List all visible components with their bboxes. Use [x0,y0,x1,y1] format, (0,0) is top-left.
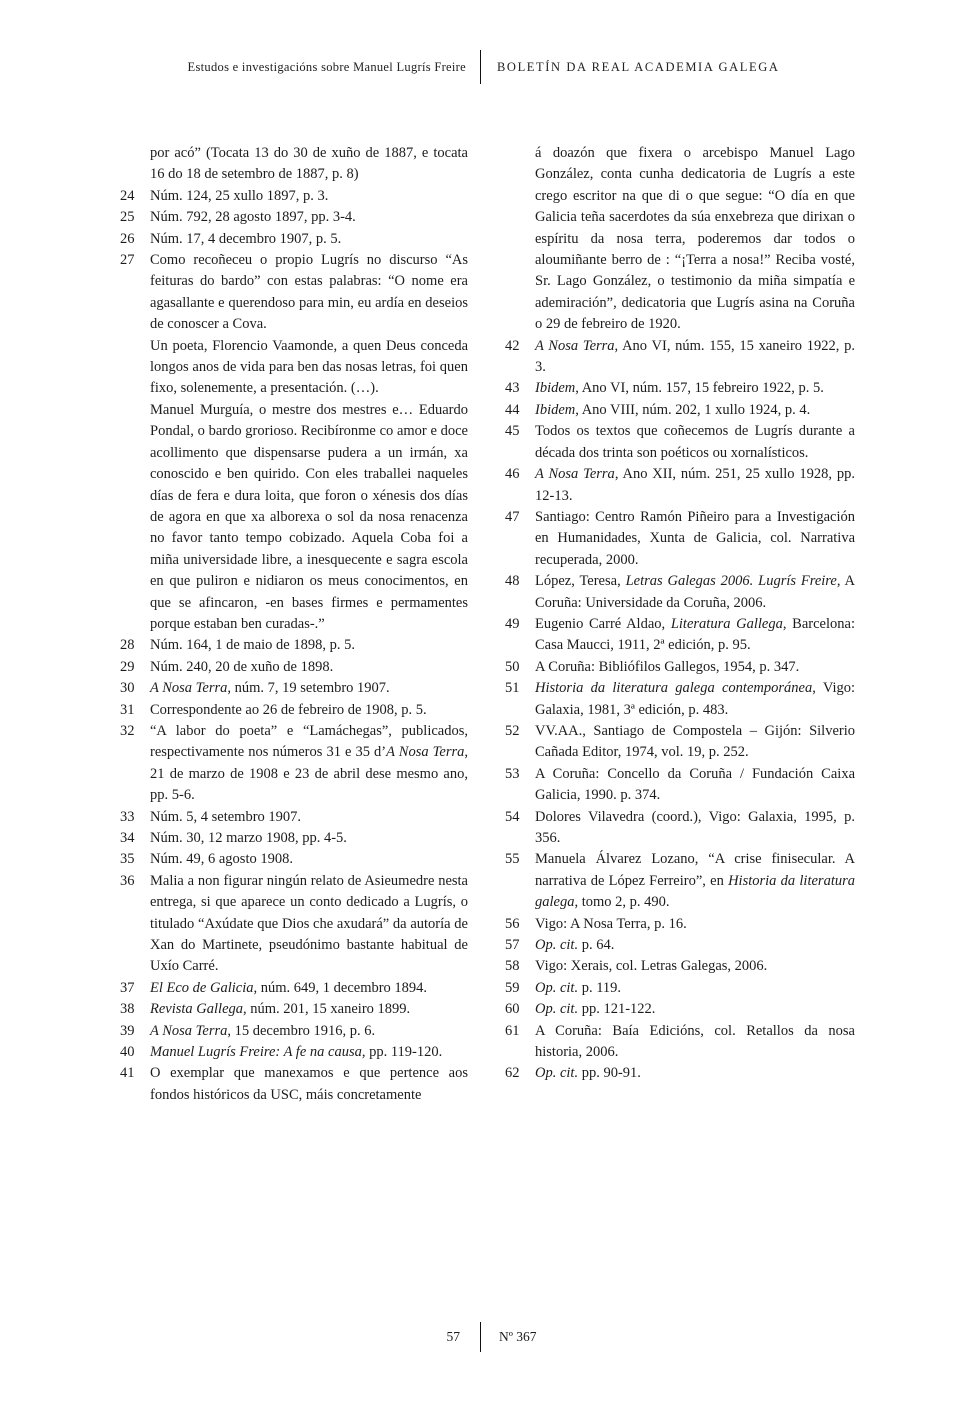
page-footer [120,1322,855,1352]
footnote-text [150,849,468,870]
footnote-text [150,828,468,849]
footnote-number: 52 [505,722,520,739]
footnote-text [535,1021,855,1064]
footnote-number: 24 [120,187,135,204]
footnote-number: 29 [120,658,135,675]
text-segment: Como recoñeceu o propio Lugrís no discurso “As feituras do bardo” con estas palabras: “O nome era agasallante e querendoso para min, eu ardía en deseios de conoscer a Cova. [150,252,468,333]
italic-text-segment: Ibidem [535,380,576,397]
footnote-number: 59 [505,979,520,996]
text-segment: Vigo: Xerais, col. Letras Galegas, 2006. [535,958,768,975]
text-segment: pp. 90-91. [578,1065,641,1082]
text-segment: López, Teresa, [535,573,626,590]
footnote-number: 51 [505,680,520,697]
text-segment: , Ano VIII, núm. 202, 1 xullo 1924, p. 4. [575,401,811,418]
text-segment: Núm. 17, 4 decembro 1907, p. 5. [150,230,342,247]
footnote-item [505,464,855,507]
footnote-item [505,849,855,913]
footnote-text [535,999,855,1020]
italic-text-segment: Historia da literatura galega contemporánea [535,680,813,697]
italic-text-segment: Manuel Lugrís Freire: A fe na causa [150,1044,362,1061]
text-segment: á doazón que fixera o arcebispo Manuel Lago González, conta cunha dedicatoria de Lugrís a este crego escritor na que di o que segue: “O día en que Galicia teña sacerdotes da súa enxebreza que dirixan o espíritu da nosa terra, poderemos dar todos o aloumiñante berro de : “¡Terra a nosa!” Reciba vosté, Sr. Lago González, o testimonio da miña simpatía e ademiración”, dedicatoria que Lugrís asina na Coruña o 29 de febreiro de 1920. [535,145,855,333]
footnote-text [535,978,855,999]
footnote-text [150,999,468,1020]
text-segment: , pp. 119-120. [361,1044,443,1061]
footnote-text [535,336,855,379]
text-segment: Todos os textos que coñecemos de Lugrís durante a década dos trinta son poéticos ou xornalísticos. [535,423,855,461]
footnote-item [120,1042,468,1063]
footnote-item [505,507,855,571]
text-segment: Núm. 30, 12 marzo 1908, pp. 4-5. [150,830,347,846]
footnote-number: 47 [505,508,520,525]
footnote-text [535,1063,855,1084]
footnote-text [535,764,855,807]
footnote-number: 37 [120,979,135,996]
text-segment: Núm. 164, 1 de maio de 1898, p. 5. [150,637,355,654]
footnote-number: 43 [505,380,520,397]
footnote-number: 45 [505,423,520,440]
notes-columns [120,143,855,1106]
footnote-text [535,400,855,421]
text-segment: Correspondente ao 26 de febreiro de 1908, p. 5. [150,701,427,718]
footnote-text [150,635,468,656]
footnote-text [535,807,855,850]
footnote-number: 38 [120,1001,135,1018]
footnote-number: 40 [120,1044,135,1061]
text-segment: Núm. 792, 28 agosto 1897, pp. 3-4. [150,209,356,226]
footnote-number: 27 [120,252,135,269]
footnote-number: 53 [505,765,520,782]
footnote-number: 28 [120,637,135,654]
footnote-item [120,186,468,207]
text-segment: , Ano VI, núm. 157, 15 febreiro 1922, p. 5. [575,380,824,397]
text-segment: Manuel Murguía, o mestre dos mestres e… Eduardo Pondal, o bardo grorioso. Recibíronme co amor e doce acollimento que dispensarse pudera a un irmán, xa conoscido e ben quirido. Con eles traballei naqueles días de fera e dura loita, que foron o xénesis dos días de agora en que xa alborexa o sol da nosa renacenza no favor tanto tempo cobizado. Aquela Coba foi a miña universidade libre, a inesquecente e sagra escola en que puliron e nidiaron os meus conocimentos, en que se afincaron, -en bases firmes e permamentes porque estaban ben curadas-.” [150,401,468,632]
italic-text-segment: A Nosa Terra [150,1022,228,1039]
footnote-text [150,1063,468,1106]
running-title-right: BOLETÍN DA REAL ACADEMIA GALEGA [497,59,780,74]
text-segment: , Vigo: Galaxia, 1981, 3ª edición, p. 483. [535,680,855,718]
footnote-number: 50 [505,658,520,675]
footnote-item [505,721,855,764]
footnote-item [505,807,855,850]
footnote-text [150,978,468,999]
italic-text-segment: A Nosa Terra [386,744,465,761]
footnote-text [535,678,855,721]
text-segment: A Coruña: Bibliófilos Gallegos, 1954, p. 347. [535,658,800,675]
footnote-item [120,807,468,828]
text-segment: , tomo 2, p. 490. [574,894,670,911]
text-segment: Núm. 49, 6 agosto 1908. [150,851,293,868]
page-number: 57 [446,1329,460,1344]
footnote-number: 62 [505,1065,520,1082]
text-segment: Manuela Álvarez Lozano, “A crise finisecular. A narrativa de López Ferreiro”, en [535,851,855,889]
italic-text-segment: Letras Galegas 2006. Lugrís Freire [625,573,837,590]
italic-text-segment: Op. cit. [535,1001,579,1018]
text-segment: Núm. 240, 20 de xuño de 1898. [150,658,334,675]
text-segment: Vigo: A Nosa Terra, p. 16. [535,915,687,932]
text-segment: Santiago: Centro Ramón Piñeiro para a Investigación en Humanidades, Xunta de Galicia, col. Narrativa recuperada, 2000. [535,508,855,568]
footnote-item [120,1063,468,1106]
issue-number: Nº 367 [499,1329,537,1344]
footnote-number: 46 [505,466,520,483]
footnote-number: 35 [120,851,135,868]
footnote-text [150,1042,468,1063]
footnote-text [150,871,468,978]
footnote-item [505,764,855,807]
footnote-item [120,229,468,250]
footnote-text [535,721,855,764]
text-segment: por acó” (Tocata 13 do 30 de xuño de 1887, e tocata 16 do 18 de setembro de 1887, p. 8) [150,145,468,183]
running-title-left: Estudos e investigacións sobre Manuel Lugrís Freire [187,59,466,74]
text-segment: A Coruña: Baía Edicións, col. Retallos da nosa historia, 2006. [535,1022,855,1061]
footnote-number: 30 [120,680,135,697]
text-segment: p. 64. [578,937,615,954]
footnote-text [535,956,855,977]
text-segment: VV.AA., Santiago de Compostela – Gijón: Silverio Cañada Editor, 1974, vol. 19, p. 252. [535,722,855,761]
footnote-number: 36 [120,872,135,889]
footnote-item [120,849,468,870]
text-segment: , 15 decembro 1916, p. 6. [227,1022,376,1039]
footnote-text [535,571,855,614]
footnote-text [535,421,855,464]
text-segment: Eugenio Carré Aldao, [535,615,671,632]
footnote-number: 58 [505,958,520,975]
footnote-number: 60 [505,1001,520,1018]
italic-text-segment: Historia da literatura galega [535,872,855,911]
text-segment: Núm. 124, 25 xullo 1897, p. 3. [150,187,329,204]
italic-text-segment: A Nosa Terra [535,466,615,483]
footnote-item [505,935,855,956]
footnote-item [505,336,855,379]
footnote-text [150,657,468,678]
continuation-paragraph [535,143,855,336]
text-segment: , A Coruña: Universidade da Coruña, 2006. [535,573,856,611]
footnote-number: 31 [120,701,135,718]
text-segment: “A labor do poeta” e “Lamáchegas”, publicados, respectivamente nos números 31 e 35 d’ [150,722,468,761]
continuation-paragraph [150,143,468,186]
text-segment: Núm. 5, 4 setembro 1907. [150,808,302,825]
footnote-item [120,721,468,807]
text-segment: p. 119. [578,979,622,996]
text-segment: , 21 de marzo de 1908 e 23 de abril dese mesmo ano, pp. 5-6. [150,744,468,804]
footnote-text [150,807,468,828]
footnote-item [120,978,468,999]
footnote-text [535,849,855,913]
footnote-item [120,871,468,978]
text-segment: , núm. 201, 15 xaneiro 1899. [243,1001,411,1018]
footnote-text [150,1021,468,1042]
footnote-item [120,635,468,656]
footnote-item [120,678,468,699]
footnote-number: 41 [120,1065,135,1082]
text-segment: , Barcelona: Casa Maucci, 1911, 2ª edición, p. 95. [535,615,855,654]
footnote-item [120,250,468,635]
notes-column-right [505,143,855,1085]
italic-text-segment: Revista Gallega [150,1001,244,1018]
footnote-number: 55 [505,851,520,868]
text-segment: , núm. 649, 1 decembro 1894. [253,979,428,996]
footnote-item [120,207,468,228]
text-segment: Malia a non figurar ningún relato de Asieumedre nesta entrega, si que aparece un conto dedicado a Lugrís, o titulado “Axúdate que Dios che axudará” da autoría de Xan do Martinete, pseudónimo bastante habitual de Uxío Carré. [150,872,468,975]
footnote-number: 34 [120,830,135,846]
notes-column-left [120,143,468,1106]
footnote-item [505,956,855,977]
footnote-number: 54 [505,808,520,825]
italic-text-segment: Op. cit. [535,979,579,996]
footnote-text [535,914,855,935]
footnote-number: 26 [120,230,135,247]
footnote-number: 42 [505,337,520,354]
footnote-number: 56 [505,915,520,932]
italic-text-segment: Literatura Gallega [670,615,783,632]
footnote-number: 61 [505,1022,520,1039]
footnote-number: 25 [120,209,135,226]
footnote-text [150,678,468,699]
text-segment: Dolores Vilavedra (coord.), Vigo: Galaxia, 1995, p. 356. [535,808,855,846]
footnote-text [535,935,855,956]
italic-text-segment: Ibidem [535,401,576,418]
footnote-item [505,1063,855,1084]
footnote-text [535,507,855,571]
footnote-text [150,250,468,635]
footnote-item [505,678,855,721]
footnote-item [120,999,468,1020]
text-segment: Un poeta, Florencio Vaamonde, a quen Deus conceda longos anos de vida para ben das nosas letras, foi quen fixo, solenemente, a presentación. (…). [150,337,468,397]
footnote-item [505,421,855,464]
text-segment: , núm. 7, 19 setembro 1907. [227,680,390,697]
footnote-item [505,378,855,399]
footnote-text [150,721,468,807]
text-segment: pp. 121-122. [578,1001,656,1018]
italic-text-segment: Op. cit. [535,937,579,954]
footnote-number: 48 [505,573,520,590]
footnote-text [535,378,855,399]
footnote-item [120,700,468,721]
footnote-item [505,400,855,421]
footnote-text [150,700,468,721]
footnote-item [505,657,855,678]
text-segment: , Ano XII, núm. 251, 25 xullo 1928, pp. 12-13. [535,466,855,504]
text-segment: , Ano VI, núm. 155, 15 xaneiro 1922, p. 3. [535,337,855,376]
footnote-item [120,828,468,849]
page-header [120,50,855,84]
footnote-item [505,1021,855,1064]
italic-text-segment: A Nosa Terra [150,680,228,697]
footnote-text [535,657,855,678]
footnote-number: 32 [120,722,135,739]
footnote-text [150,186,468,207]
footnote-item [505,978,855,999]
footnote-item [505,914,855,935]
footnote-number: 49 [505,615,520,632]
footnote-number: 44 [505,401,520,418]
footnote-text [535,614,855,657]
italic-text-segment: El Eco de Galicia [150,979,254,996]
footnote-item [505,571,855,614]
footnote-item [120,657,468,678]
footnote-number: 39 [120,1022,135,1039]
footnote-text [150,207,468,228]
footnote-item [505,999,855,1020]
footnote-number: 57 [505,937,520,954]
footnote-item [505,614,855,657]
italic-text-segment: Op. cit. [535,1065,579,1082]
footnote-text [535,464,855,507]
footnote-item [120,1021,468,1042]
italic-text-segment: A Nosa Terra [535,337,615,354]
text-segment: O exemplar que manexamos e que pertence aos fondos históricos da USC, máis concretamente [150,1065,468,1103]
text-segment: A Coruña: Concello da Coruña / Fundación Caixa Galicia, 1990. p. 374. [535,765,855,804]
footnote-text [150,229,468,250]
footnote-number: 33 [120,808,135,825]
